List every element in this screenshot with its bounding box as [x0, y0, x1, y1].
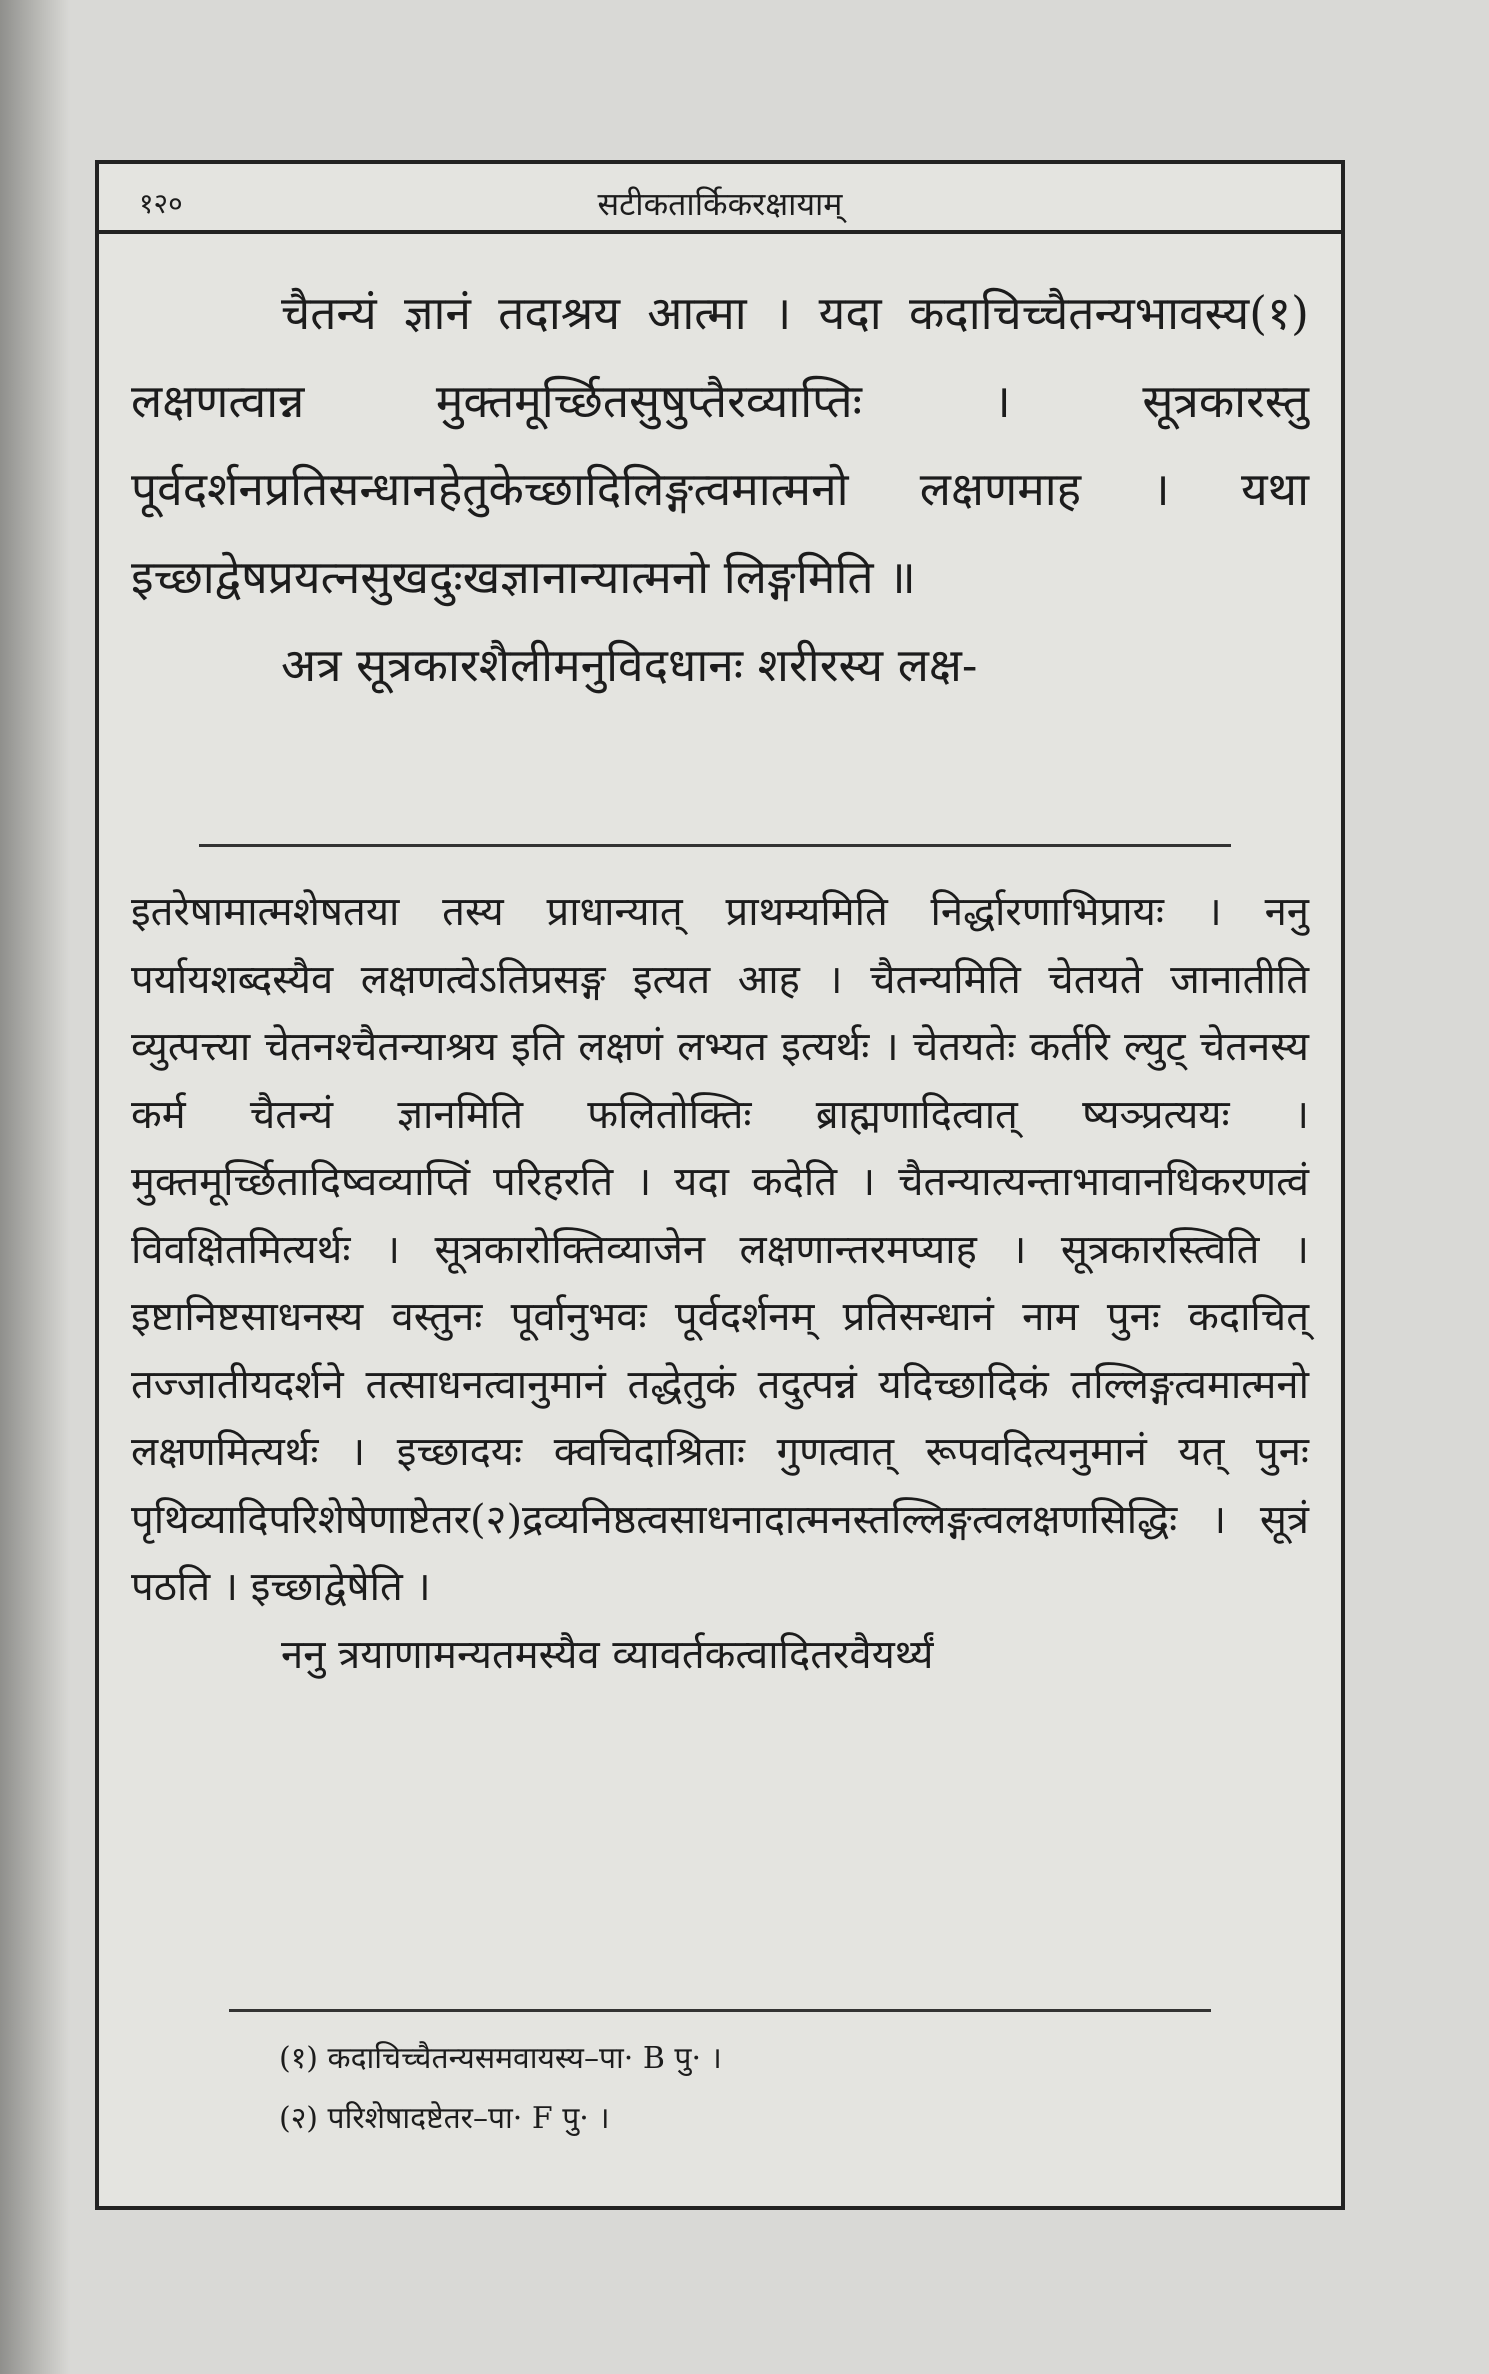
footnote: (१) कदाचिच्चैतन्यसमवायस्य–पा· B पु· । [279, 2041, 722, 2076]
commentary-paragraph: ननु त्रयाणामन्यतमस्यैव व्यावर्तकत्वादितरवैयर्थ्यं [281, 1631, 934, 1678]
binding-shadow [0, 0, 70, 2374]
page-number: १२० [139, 187, 183, 220]
page-frame [95, 160, 1345, 2210]
commentary-paragraph: इतरेषामात्मशेषतया तस्य प्राधान्यात् प्राथम्यमिति निर्द्धारणाभिप्रायः । ननु पर्यायशब्दस्यैव लक्षणत्वेऽतिप्रसङ्ग इत्यत आह । चैतन्यमिति चेतयते जानातीति व्युत्पत्त्या चेतनश्चैतन्याश्रय इति लक्षणं लभ्यत इत्यर्थः । चेतयतेः कर्तरि ल्युट् चेतनस्य कर्म चैतन्यं ज्ञानमिति फलितोक्तिः ब्राह्मणादित्वात् ष्यञ्प्रत्ययः । मुक्तमूर्च्छितादिष्वव्याप्तिं परिहरति । यदा कदेति । चैतन्यात्यन्ताभावानधिकरणत्वं विवक्षितमित्यर्थः । सूत्रकारोक्तिव्याजेन लक्षणान्तरमप्याह । सूत्रकारस्त्विति । इष्टानिष्टसाधनस्य वस्तुनः पूर्वानुभवः पूर्वदर्शनम् प्रतिसन्धानं नाम पुनः कदाचित् तज्जातीयदर्शने तत्साधनत्वानुमानं तद्धेतुकं तदुत्पन्नं यदिच्छादिकं तल्लिङ्गत्वमात्मनो लक्षणमित्यर्थः । इच्छादयः क्वचिदाश्रिताः गुणत्वात् रूपवदित्यनुमानं यत् पुनः पृथिव्यादिपरिशेषेणाष्टेतर(२)द्रव्यनिष्ठत्वसाधनादात्मनस्तल्लिङ्गत्वलक्षणसिद्धिः । सूत्रं पठति । इच्छाद्वेषेति । [131, 889, 1309, 1610]
commentary-text [131, 879, 1309, 1689]
footnotes [279, 2029, 1281, 2149]
main-text-paragraph: चैतन्यं ज्ञानं तदाश्रय आत्मा । यदा कदाचिच्चैतन्यभावस्य(१) लक्षणत्वान्न मुक्तमूर्च्छितसुषुप्तैरव्याप्तिः । सूत्रकारस्तु पूर्वदर्शनप्रतिसन्धानहेतुकेच्छादिलिङ्गत्वमात्मनो लक्षणमाह । यथा इच्छाद्वेषप्रयत्नसुखदुःखज्ञानान्यात्मनो लिङ्गमिति ॥ [131, 286, 1309, 604]
footnote-divider [229, 2009, 1211, 2012]
main-text-paragraph: अत्र सूत्रकारशैलीमनुविदधानः शरीरस्य लक्ष- [281, 638, 978, 692]
footnote: (२) परिशेषादष्टेतर–पा· F पु· । [279, 2101, 610, 2136]
main-text [131, 269, 1309, 709]
page-header [99, 164, 1341, 234]
running-title: सटीकतार्किकरक्षायाम् [597, 185, 843, 223]
section-divider [199, 844, 1231, 847]
